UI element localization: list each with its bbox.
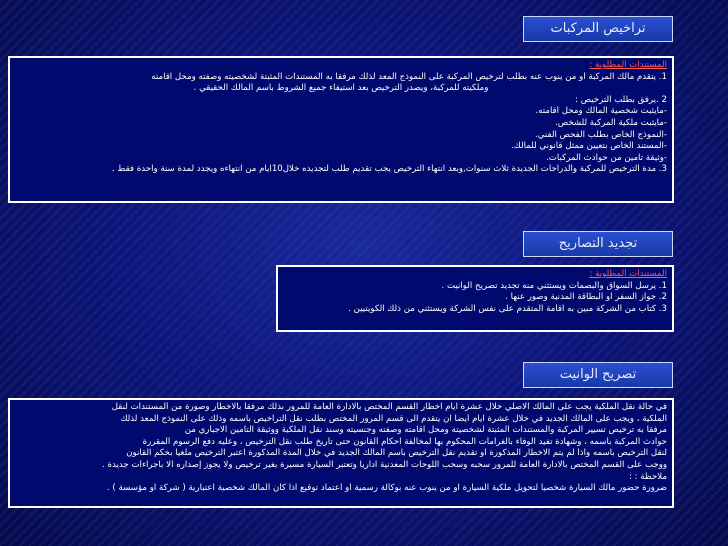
title-permit-renewal: تجديد التصاريح — [523, 231, 673, 257]
panel-permit-renewal — [276, 265, 674, 332]
text-line: 2 .يرفق بطلب الترخيص : — [575, 94, 667, 105]
required-docs-heading: المستندات المطلوبة : — [589, 269, 667, 279]
text-line: -وثيقة تأمين من حوادث المركبات. — [546, 152, 667, 163]
text-line: حوادث المركبة باسمه ، وشهادة تفيد الوفاء بالغرامات المحكوم بها لمخالفة احكام القانون حتى تاريخ طلب نقل الترخيص ، وعليه دفع الرسوم المقررة — [142, 436, 667, 447]
text-line: -المستند الخاص بتعيين ممثل قانوني للمالك. — [511, 141, 667, 152]
text-line: الملكية ، ويجب على المالك الجديد في خلال عشرة ايام ايضا ان يتقدم الى قسم المرور المختص بطلب نقل التراخيص باسمه وذلك على النموذج المعد لذلك — [120, 413, 667, 424]
text-line: 3. كتاب من الشركة مبين به اقامة المتقدم على نفس الشركة ويستثني من ذلك الكويتيين . — [348, 303, 667, 314]
required-docs-heading: المستندات المطلوبة : — [589, 60, 667, 70]
panel-vehicle-licenses — [8, 56, 674, 203]
text-line: -النموذج الخاص بطلب الفحص الفني. — [535, 129, 667, 140]
text-line: ملاحظة : : — [629, 471, 667, 482]
text-line: -مايثبت ملكية المركبة للشخص. — [555, 117, 667, 128]
panel-pickup-permit — [8, 398, 674, 508]
text-line: مرفقا به ترخيص تسيير المركبة والمستندات المثبتة لشخصيته ومحل اقامته وصفته وجنسيته وسند نقل الملكية ووثيقة التأمين الاجباري من — [184, 425, 667, 436]
text-line: ضرورة حضور مالك السيارة شخصيا لتحويل ملكية السيارة او من ينوب عنه بوكالة رسمية او اعتماد توقيع اذا كان المالك شخصية اعتبارية ( شركة او مؤسسة ) . — [106, 483, 667, 494]
text-line: -مايثبت شخصية المالك ومحل اقامته. — [535, 106, 667, 117]
text-line: 2. جواز السفر او البطاقة المدنية وصور عنها . — [505, 292, 667, 303]
text-line: 1. يتقدم مالك المركبة او من ينوب عنه بطلب لترخيص المركبة على النموذج المعد لذلك مرفقا به المستندات المثبتة لشخصيته وصفته ومحل اقامته — [151, 71, 667, 82]
text-line: لنقل الترخيص باسمه واذا لم يتم الاخطار المذكورة او تقديم نقل الترخيص باسم المالك الجديد في خلال المدة المذكورة اعتبر الترخيص ملغيا بحكم القانون — [126, 448, 667, 459]
text-line: ووجب على القسم المختص بالادارة العامة للمرور سحبه وسحب اللوحات المعدنية اداريا وتعتبر السيارة مسيرة بغير ترخيص ولا يجوز إصداره الا باجراءات جديدة . — [102, 459, 667, 470]
title-pickup-permit: تصريح الوانيت — [523, 362, 673, 388]
text-line: في حالة نقل الملكية يجب على المالك الاصلي خلال عشرة ايام اخطار القسم المختص بالادارة العامة للمرور بذلك مرفقا بالاخطار وصورة من المستندات لنقل — [111, 402, 667, 412]
text-line: وملكيته للمركبة، ويصدر الترخيص بعد استيفاء جميع الشروط باسم المالك الحقيقي . — [193, 83, 489, 94]
text-line: 3. مدة الترخيص للمركبة والدراجات الجديدة ثلاث سنوات,وبعد انتهاء الترخيص يجب تقديم طلب لتجديده خلال10ايام من انتهاءه ويجدد لمدة سنة واحدة فقط . — [111, 164, 667, 175]
title-vehicle-licenses: تراخيص المركبات — [523, 16, 673, 42]
text-line: 1. يرسل السواق والبصمات ويستثني منه تجديد تصريح الوانيت . — [441, 280, 667, 291]
